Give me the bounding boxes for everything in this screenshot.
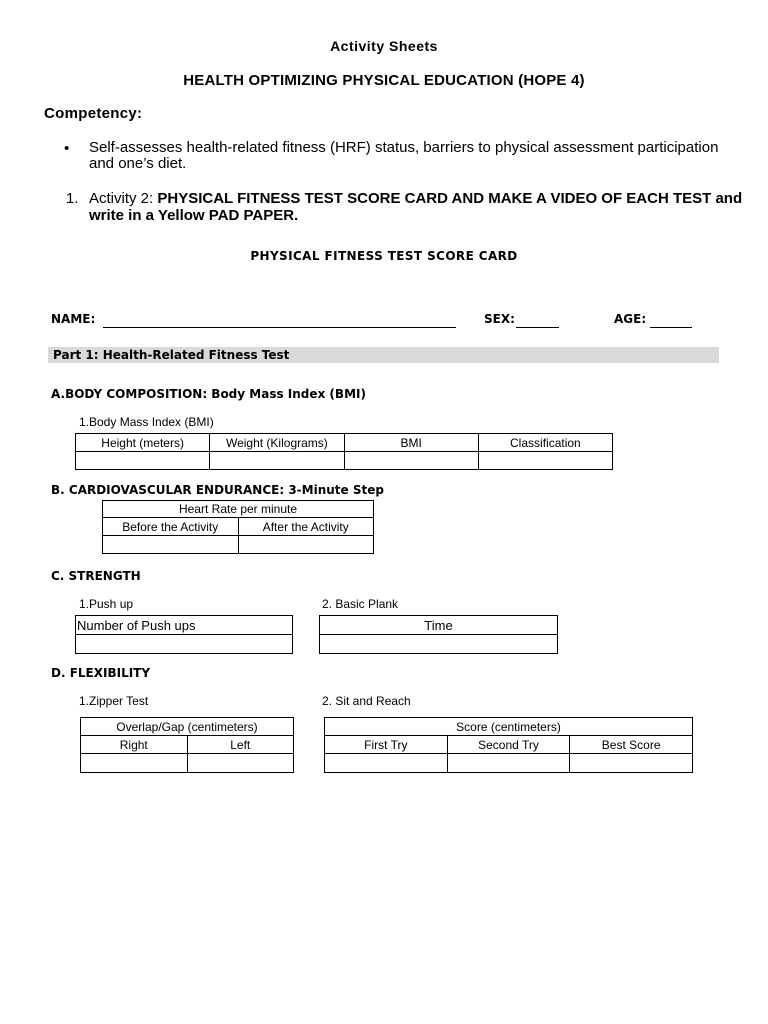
sitreach-table [324, 717, 693, 773]
pushup-col-header: Number of Push ups [76, 616, 293, 635]
competency-text: Self-assesses health-related fitness (HRF) status, barriers to physical assessment participation and one’s diet. [89, 139, 719, 172]
sitreach-col-first: First Try [325, 736, 448, 754]
activity-instruction [89, 190, 749, 224]
activity-bold-text: PHYSICAL FITNESS TEST SCORE CARD AND MAKE A VIDEO OF EACH TEST and write in a Yellow PAD PAPER. [89, 190, 743, 224]
pushup-table [75, 615, 293, 654]
bmi-sub-label: 1.Body Mass Index (BMI) [79, 415, 214, 429]
plank-value-cell[interactable] [320, 635, 558, 654]
pushup-label: 1.Push up [79, 597, 134, 611]
cardio-table [102, 500, 374, 554]
zipper-right-cell[interactable] [81, 754, 188, 773]
name-field-line[interactable] [103, 327, 456, 328]
name-label: NAME: [51, 312, 96, 326]
bmi-col-height: Height (meters) [76, 434, 210, 452]
sitreach-second-cell[interactable] [447, 754, 570, 773]
cardio-col-after: After the Activity [238, 518, 374, 536]
bmi-col-weight: Weight (Kilograms) [210, 434, 344, 452]
age-field-line[interactable] [650, 327, 692, 328]
age-label: AGE: [614, 312, 647, 326]
zipper-left-cell[interactable] [187, 754, 294, 773]
sitreach-col-best: Best Score [570, 736, 693, 754]
zipper-col-right: Right [81, 736, 188, 754]
sitreach-first-cell[interactable] [325, 754, 448, 773]
strength-heading: C. STRENGTH [51, 569, 141, 583]
cardio-heading: B. CARDIOVASCULAR ENDURANCE: 3-Minute Step [51, 483, 384, 497]
sitreach-label: 2. Sit and Reach [322, 694, 411, 708]
cardio-after-cell[interactable] [238, 536, 374, 554]
sitreach-group-header: Score (centimeters) [325, 718, 693, 736]
bmi-table [75, 433, 613, 470]
plank-col-header: Time [320, 616, 558, 635]
body-composition-heading: A.BODY COMPOSITION: Body Mass Index (BMI) [51, 387, 366, 401]
course-title: HEALTH OPTIMIZING PHYSICAL EDUCATION (HOPE 4) [183, 72, 585, 89]
flexibility-heading: D. FLEXIBILITY [51, 666, 151, 680]
part1-label: Part 1: Health-Related Fitness Test [53, 348, 290, 362]
bmi-col-classification: Classification [478, 434, 612, 452]
competency-label: Competency: [44, 105, 143, 122]
pushup-value-cell[interactable] [76, 635, 293, 654]
zipper-table [80, 717, 294, 773]
sex-label: SEX: [484, 312, 515, 326]
bmi-classification-cell[interactable] [478, 452, 612, 470]
cardio-before-cell[interactable] [103, 536, 239, 554]
sex-field-line[interactable] [516, 327, 559, 328]
sitreach-col-second: Second Try [447, 736, 570, 754]
bullet-marker: • [64, 140, 70, 157]
plank-table [319, 615, 558, 654]
zipper-label: 1.Zipper Test [79, 694, 149, 708]
activity-prefix: Activity 2: [89, 190, 158, 207]
bmi-weight-cell[interactable] [210, 452, 344, 470]
scorecard-title: PHYSICAL FITNESS TEST SCORE CARD [250, 249, 518, 263]
zipper-col-left: Left [187, 736, 294, 754]
cardio-group-header: Heart Rate per minute [103, 501, 374, 518]
activity-number: 1. [66, 190, 79, 207]
zipper-group-header: Overlap/Gap (centimeters) [81, 718, 294, 736]
plank-label: 2. Basic Plank [322, 597, 399, 611]
bmi-col-bmi: BMI [344, 434, 478, 452]
sitreach-best-cell[interactable] [570, 754, 693, 773]
cardio-col-before: Before the Activity [103, 518, 239, 536]
bmi-bmi-cell[interactable] [344, 452, 478, 470]
document-title: Activity Sheets [330, 38, 438, 54]
bmi-height-cell[interactable] [76, 452, 210, 470]
